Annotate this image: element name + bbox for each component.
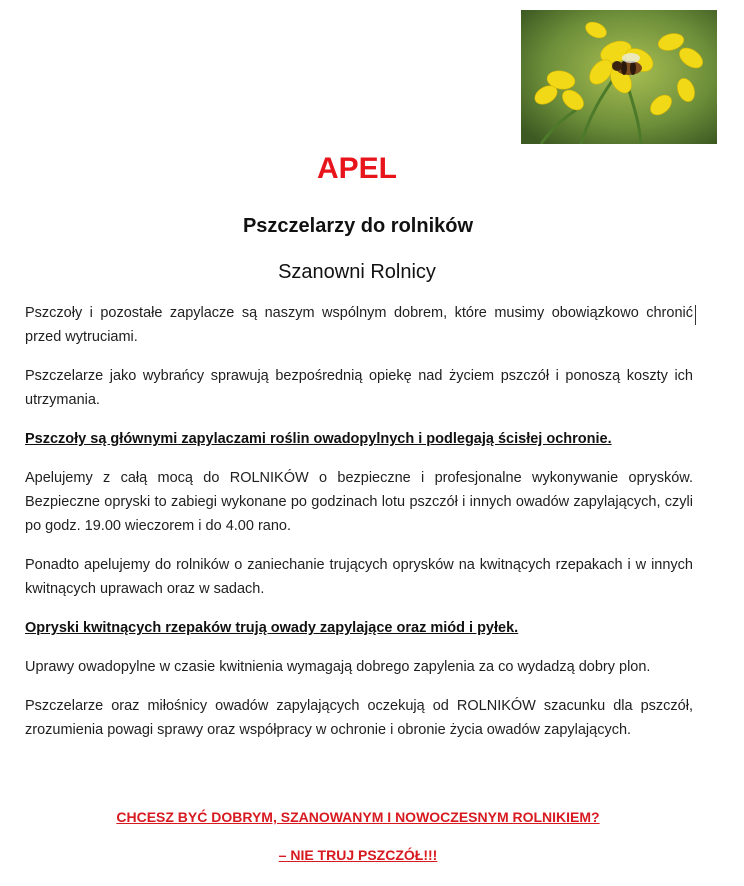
appeal-body <box>25 301 693 757</box>
call-to-action-question: CHCESZ BYĆ DOBRYM, SZANOWANYM I NOWOCZESNYM ROLNIKIEM? <box>116 809 600 825</box>
paragraph: Uprawy owadopylne w czasie kwitnienia wymagają dobrego zapylenia za co wydadzą dobry plon. <box>25 659 651 675</box>
paragraph: Ponadto apelujemy do rolników o zaniechanie trujących oprysków na kwitnących rzepakach i w innych kwitnących uprawach oraz w sadach. <box>25 557 693 597</box>
page-title: APEL <box>316 152 397 185</box>
paragraph: Apelujemy z całą mocą do ROLNIKÓW o bezpieczne i profesjonalne wykonywanie oprysków. Bezpieczne opryski to zabiegi wykonane po godzinach lotu pszczół i innych owadów zapylających, czyli po godz. 19.00 wieczorem i do 4.00 rano. <box>25 470 693 534</box>
page-subtitle: Pszczelarzy do rolników <box>242 215 474 237</box>
paragraph: Pszczelarze oraz miłośnicy owadów zapylających oczekują od ROLNIKÓW szacunku dla pszczół, zrozumienia powagi sprawy oraz współpracy w ochronie i obronie życia owadów zapylających. <box>25 698 693 738</box>
text-cursor <box>695 305 696 325</box>
paragraph: Pszczoły i pozostałe zapylacze są naszym wspólnym dobrem, które musimy obowiązkowo chronić przed wytruciami. <box>25 305 693 345</box>
emphasis-paragraph: Opryski kwitnących rzepaków trują owady zapylające oraz miód i pyłek. <box>25 620 519 636</box>
greeting: Szanowni Rolnicy <box>278 261 436 283</box>
call-to-action-answer: – NIE TRUJ PSZCZÓŁ!!! <box>278 847 438 863</box>
bee-flower-photo <box>521 10 717 144</box>
paragraph: Pszczelarze jako wybrańcy sprawują bezpośrednią opiekę nad życiem pszczół i ponoszą koszty ich utrzymania. <box>25 368 693 408</box>
emphasis-paragraph: Pszczoły są głównymi zapylaczami roślin owadopylnych i podlegają ścisłej ochronie. <box>25 431 612 447</box>
